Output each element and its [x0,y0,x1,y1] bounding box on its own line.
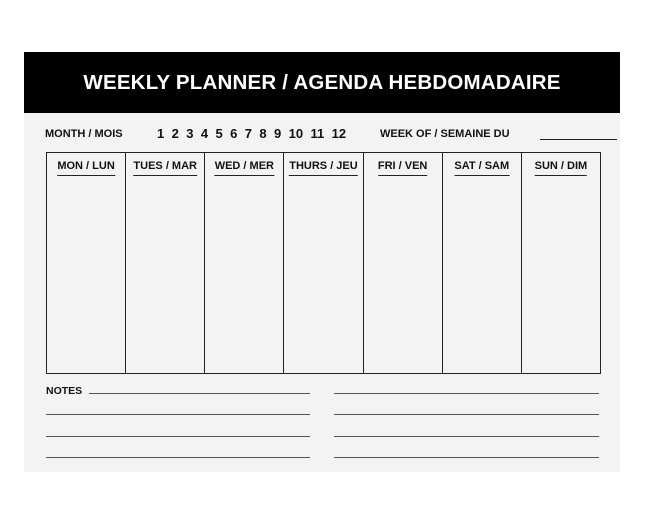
note-line[interactable] [334,414,599,415]
meta-row [45,127,600,143]
notes-label: NOTES [46,385,83,397]
day-label: FRI / VEN [378,160,428,176]
month-option[interactable]: 1 [157,126,165,141]
month-option[interactable]: 6 [230,126,238,141]
day-column-tue[interactable] [126,153,205,373]
month-option[interactable]: 7 [244,126,252,141]
week-grid [46,152,601,374]
day-column-sun[interactable] [522,153,600,373]
day-column-wed[interactable] [205,153,284,373]
day-column-mon[interactable] [47,153,126,373]
day-label: MON / LUN [57,160,114,176]
day-label: SAT / SAM [454,160,509,176]
note-line[interactable] [46,436,310,437]
planner-sheet [24,52,620,472]
month-option[interactable]: 9 [274,126,282,141]
week-of-label: WEEK OF / SEMAINE DU [380,128,510,140]
month-numbers [157,126,346,141]
note-line[interactable] [89,393,310,394]
day-column-sat[interactable] [443,153,522,373]
month-option[interactable]: 10 [288,126,304,141]
month-option[interactable]: 3 [186,126,194,141]
month-option[interactable]: 12 [331,126,347,141]
day-label: THURS / JEU [289,160,357,176]
day-column-thu[interactable] [284,153,363,373]
note-line[interactable] [46,457,310,458]
month-option[interactable]: 4 [200,126,209,141]
day-column-fri[interactable] [364,153,443,373]
month-option[interactable]: 5 [215,126,223,141]
title-banner [24,52,620,113]
month-option[interactable]: 8 [259,126,267,141]
day-label: WED / MER [215,160,274,176]
page-title: WEEKLY PLANNER / AGENDA HEBDOMADAIRE [83,70,561,94]
day-label: TUES / MAR [133,160,197,176]
note-line[interactable] [334,457,599,458]
week-of-field[interactable] [540,139,617,140]
note-line[interactable] [46,414,310,415]
month-option[interactable]: 2 [171,126,179,141]
month-option[interactable]: 11 [310,126,325,141]
note-line[interactable] [334,436,599,437]
day-label: SUN / DIM [535,160,588,176]
month-label: MONTH / MOIS [45,128,123,140]
note-line[interactable] [334,393,599,394]
